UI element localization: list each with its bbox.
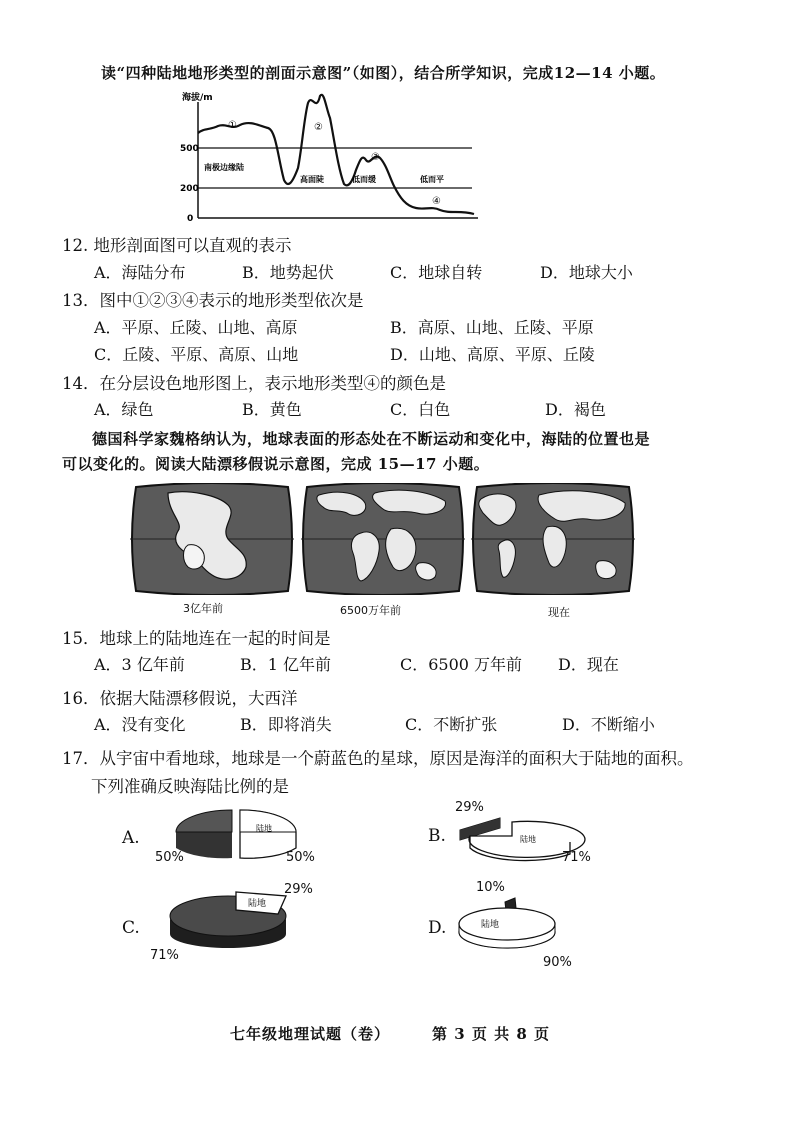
q17-stem-line2: 下列准确反映海陆比例的是 bbox=[91, 777, 289, 796]
intro-12-14: 读“四种陆地地形类型的剖面示意图”（如图），结合所学知识，完成12—14 小题。 bbox=[101, 64, 666, 82]
pie-d-sea-pct: 10% bbox=[476, 880, 505, 895]
pie-b-land-label: 陆地 bbox=[520, 835, 536, 844]
q15-option-a[interactable]: A．3 亿年前 bbox=[94, 655, 185, 674]
q16-option-c[interactable]: C．不断扩张 bbox=[405, 715, 498, 734]
terrain-profile-diagram bbox=[180, 88, 480, 223]
q13-option-c[interactable]: C．丘陵、平原、高原、山地 bbox=[94, 345, 299, 364]
q14-option-c[interactable]: C．白色 bbox=[390, 400, 451, 419]
q16-stem: 16．依据大陆漂移假说，大西洋 bbox=[62, 689, 298, 708]
region-label-4: 低而平 bbox=[420, 175, 444, 184]
q13-stem: 13．图中①②③④表示的地形类型依次是 bbox=[62, 291, 364, 310]
q14-option-a[interactable]: A．绿色 bbox=[94, 400, 154, 419]
marker-2: ② bbox=[314, 122, 323, 133]
q16-option-a[interactable]: A．没有变化 bbox=[94, 715, 186, 734]
pie-d-land-label: 陆地 bbox=[481, 920, 500, 930]
q16-option-d[interactable]: D．不断缩小 bbox=[562, 715, 655, 734]
q13-option-d[interactable]: D．山地、高原、平原、丘陵 bbox=[390, 345, 595, 364]
q14-option-d[interactable]: D．褐色 bbox=[545, 400, 606, 419]
footer-page: 第 3 页 共 8 页 bbox=[432, 1025, 550, 1043]
q16-option-b[interactable]: B．即将消失 bbox=[240, 715, 332, 734]
map-present-day bbox=[469, 483, 637, 595]
pie-c-land-pct: 29% bbox=[284, 882, 313, 897]
pie-b-sea-pct: 29% bbox=[455, 800, 484, 815]
q12-stem: 12. 地形剖面图可以直观的表示 bbox=[62, 236, 292, 255]
region-label-2: 高面陡 bbox=[300, 175, 324, 184]
map-caption-3: 现在 bbox=[548, 606, 570, 619]
q13-option-b[interactable]: B．高原、山地、丘陵、平原 bbox=[390, 318, 594, 337]
q12-option-c[interactable]: C．地球自转 bbox=[390, 263, 483, 282]
pie-d-land-pct: 90% bbox=[543, 955, 572, 970]
pie-a-left-pct: 50% bbox=[155, 850, 184, 865]
q12-option-d[interactable]: D．地球大小 bbox=[540, 263, 633, 282]
pie-b-land-pct: 71% bbox=[562, 850, 591, 865]
profile-ylabel: 海拔/m bbox=[182, 93, 213, 103]
pie-d-letter[interactable]: D. bbox=[428, 918, 447, 938]
q12-option-b[interactable]: B．地势起伏 bbox=[242, 263, 334, 282]
intro-15-17-line1: 德国科学家魏格纳认为，地球表面的形态处在不断运动和变化中，海陆的位置也是 bbox=[92, 430, 651, 448]
pie-b-letter[interactable]: B. bbox=[428, 826, 446, 846]
intro-15-17-line2: 可以变化的。阅读大陆漂移假说示意图，完成 15—17 小题。 bbox=[62, 455, 490, 473]
q15-option-b[interactable]: B．1 亿年前 bbox=[240, 655, 332, 674]
pie-a-land-label: 陆地 bbox=[256, 824, 272, 833]
map-65-million-years-ago bbox=[299, 483, 467, 595]
marker-3: ③ bbox=[371, 152, 380, 163]
q14-option-b[interactable]: B．黄色 bbox=[242, 400, 302, 419]
pie-chart-d[interactable] bbox=[455, 896, 575, 956]
map-caption-1: 3亿年前 bbox=[183, 602, 223, 615]
pie-c-land-label: 陆地 bbox=[248, 899, 267, 909]
q15-stem: 15．地球上的陆地连在一起的时间是 bbox=[62, 629, 331, 648]
q14-stem: 14．在分层设色地形图上，表示地形类型④的颜色是 bbox=[62, 374, 446, 393]
pie-a-right-pct: 50% bbox=[286, 850, 315, 865]
marker-1: ① bbox=[228, 120, 237, 131]
tick-200: 200 bbox=[180, 184, 199, 194]
marker-4: ④ bbox=[432, 196, 441, 207]
pie-c-sea-pct: 71% bbox=[150, 948, 179, 963]
map-caption-2: 6500万年前 bbox=[340, 604, 401, 617]
tick-500: 500 bbox=[180, 144, 199, 154]
q13-option-a[interactable]: A．平原、丘陵、山地、高原 bbox=[94, 318, 298, 337]
q17-stem-line1: 17．从宇宙中看地球，地球是一个蔚蓝色的星球，原因是海洋的面积大于陆地的面积。 bbox=[62, 749, 694, 768]
footer-title: 七年级地理试题（卷） bbox=[230, 1025, 391, 1043]
pie-a-letter[interactable]: A. bbox=[122, 828, 140, 848]
q15-option-c[interactable]: C．6500 万年前 bbox=[400, 655, 523, 674]
region-label-3: 低而缓 bbox=[352, 175, 376, 184]
pie-c-letter[interactable]: C. bbox=[122, 918, 140, 938]
q15-option-d[interactable]: D．现在 bbox=[558, 655, 619, 674]
q12-option-a[interactable]: A．海陆分布 bbox=[94, 263, 186, 282]
map-300-million-years-ago bbox=[128, 483, 296, 595]
tick-0: 0 bbox=[187, 214, 194, 223]
region-label-1: 南极边缘陆 bbox=[204, 163, 244, 172]
